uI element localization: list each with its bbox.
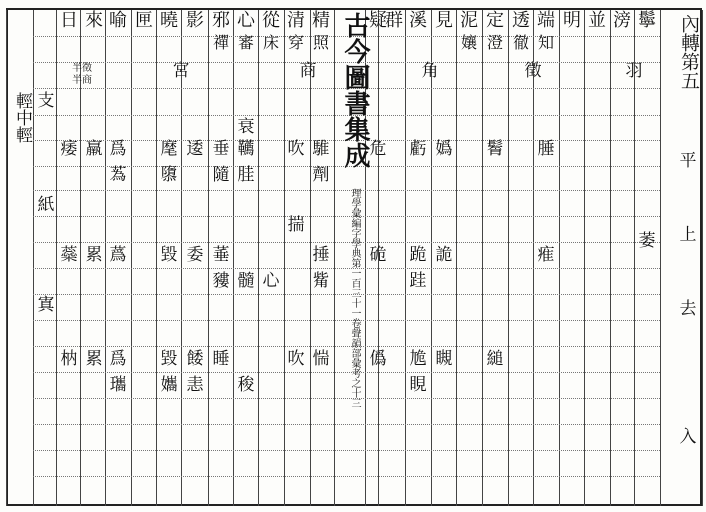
rhyme-char: 爲: [109, 139, 127, 159]
rhyme-char: 詭: [435, 245, 453, 265]
rhyme-char: 隨: [212, 165, 230, 185]
initial-head: 見: [435, 10, 453, 31]
rhyme-char: 隳: [160, 165, 178, 185]
tone-ru: 入: [679, 427, 697, 447]
rhyme-char: 爲: [109, 349, 127, 369]
grid-vline: [181, 10, 182, 506]
page-caption: 理學彙編字學典第一百三十一卷聲韻部彙考之十三: [349, 188, 360, 408]
initial-head: 明: [563, 10, 581, 31]
rhyme-char: 揣: [287, 215, 305, 235]
initial-head: 溪: [409, 10, 427, 31]
rhyme-char: 逶: [186, 139, 204, 159]
grid-vline: [131, 10, 132, 506]
initial-subhead: 知: [537, 33, 554, 52]
initial-head: 日: [60, 10, 78, 31]
rhyme-char: 枘: [60, 349, 78, 369]
rhyme-char: 萎: [638, 231, 656, 251]
rhyme-char: 觜: [312, 271, 330, 291]
initial-head: 匣: [135, 10, 153, 31]
rhyme-char: 腄: [537, 139, 555, 159]
grid-vline: [233, 10, 234, 506]
initial-head: 定: [486, 10, 504, 31]
rhyme-char: 委: [186, 245, 204, 265]
grid-vline: [6, 10, 7, 506]
rhyme-char: 累: [85, 245, 103, 265]
initial-head: 清: [287, 10, 305, 31]
grid-vline: [660, 10, 661, 506]
category-label: 宮: [172, 61, 190, 81]
initial-subhead: 禪: [212, 33, 229, 52]
rhyme-char: 跬: [409, 271, 427, 291]
category-label: 羽: [625, 61, 643, 81]
rhyme-char: 髓: [237, 271, 255, 291]
initial-head: 來: [85, 10, 103, 31]
grid-vline: [584, 10, 585, 506]
rhyme-char: 紙: [37, 195, 55, 215]
grid-vline: [33, 10, 34, 506]
rhyme-char: 蒍: [109, 165, 127, 185]
rhyme-char: 僞: [369, 349, 387, 369]
rhyme-char: 韉: [237, 139, 255, 159]
rhyme-char: 硊: [369, 245, 387, 265]
initial-head: 鬡: [638, 10, 656, 31]
rhyme-char: 跪: [409, 245, 427, 265]
initial-head: 精: [312, 10, 330, 31]
grid-vline: [284, 10, 285, 506]
rhyme-char: 毀: [160, 245, 178, 265]
rhyme-char: 縋: [486, 349, 504, 369]
initial-subhead: 孃: [460, 33, 477, 52]
initial-head: 心: [237, 10, 255, 31]
initial-head: 泥: [460, 10, 478, 31]
grid-vline: [258, 10, 259, 506]
rhyme-char: 尯: [409, 349, 427, 369]
left-heading: 輕中輕: [12, 92, 32, 143]
initial-head: 疑: [369, 10, 387, 31]
category-label: 角: [421, 61, 439, 81]
tone-qu: 去: [679, 299, 697, 319]
tone-shang: 上: [679, 225, 697, 245]
rhyme-char: 吹: [287, 349, 305, 369]
rhyme-char: 累: [85, 349, 103, 369]
rhyme-char: 恚: [186, 375, 204, 395]
rhyme-char: 蔿: [109, 245, 127, 265]
rhyme-char: 支: [37, 91, 55, 111]
rhyme-char: 寘: [37, 295, 55, 315]
category-label: 商: [299, 61, 317, 81]
rhyme-char: 瞡: [435, 349, 453, 369]
rhyme-char: 吹: [287, 139, 305, 159]
initial-head: 透: [512, 10, 530, 31]
category-label: 徵: [524, 61, 542, 81]
rhyme-char: 餧: [186, 349, 204, 369]
rhyme-table-heading: 內轉第五: [678, 14, 700, 90]
initial-head: 喻: [109, 10, 127, 31]
rhyme-char: 垂: [212, 139, 230, 159]
rhyme-char: 衰: [237, 117, 255, 137]
rhyme-char: 羸: [85, 139, 103, 159]
rhyme-char: 捶: [312, 245, 330, 265]
small-note: 半商: [72, 75, 92, 86]
rhyme-char: 胿: [237, 165, 255, 185]
grid-vline: [334, 10, 335, 506]
initial-head: 從: [262, 10, 280, 31]
rhyme-char: 蘂: [60, 245, 78, 265]
initial-head: 滂: [613, 10, 631, 31]
small-note: 半徵: [72, 63, 92, 74]
rhyme-char: 毀: [160, 349, 178, 369]
grid-vline: [610, 10, 611, 506]
initial-subhead: 審: [237, 33, 254, 52]
initial-head: 影: [186, 10, 204, 31]
rhyme-char: 心: [262, 271, 280, 291]
initial-head: 群: [385, 10, 403, 31]
book-title: 古今圖書集成: [340, 12, 370, 168]
grid-vline: [508, 10, 509, 506]
initial-subhead: 穿: [287, 33, 304, 52]
rhyme-char: 麾: [160, 139, 178, 159]
rhyme-char: 瓗: [109, 375, 127, 395]
rhyme-char: 睍: [409, 375, 427, 395]
initial-head: 並: [588, 10, 606, 31]
rhyme-char: 惴: [312, 349, 330, 369]
rhyme-char: 鬌: [486, 139, 504, 159]
initial-head: 邪: [212, 10, 230, 31]
initial-head: 曉: [160, 10, 178, 31]
rhyme-char: 菙: [212, 245, 230, 265]
rhyme-char: 嬀: [435, 139, 453, 159]
grid-vline: [559, 10, 560, 506]
rhyme-char: 稄: [237, 375, 255, 395]
rhyme-char: 睡: [212, 349, 230, 369]
rhyme-char: 危: [369, 139, 387, 159]
initial-subhead: 床: [262, 33, 279, 52]
initial-subhead: 澄: [486, 33, 503, 52]
rhyme-char: 騅: [312, 139, 330, 159]
rhyme-char: 虧: [409, 139, 427, 159]
grid-vline: [456, 10, 457, 506]
rhyme-char: 䝏: [212, 271, 230, 291]
grid-vline: [634, 10, 635, 506]
tone-ping: 平: [679, 151, 697, 171]
rhyme-char: 痽: [537, 245, 555, 265]
rhyme-char: 劑: [312, 165, 330, 185]
initial-subhead: 徹: [512, 33, 529, 52]
rhyme-char: 孈: [160, 375, 178, 395]
initial-head: 端: [537, 10, 555, 31]
rhyme-char: 痿: [60, 139, 78, 159]
grid-vline: [482, 10, 483, 506]
initial-subhead: 照: [312, 33, 329, 52]
